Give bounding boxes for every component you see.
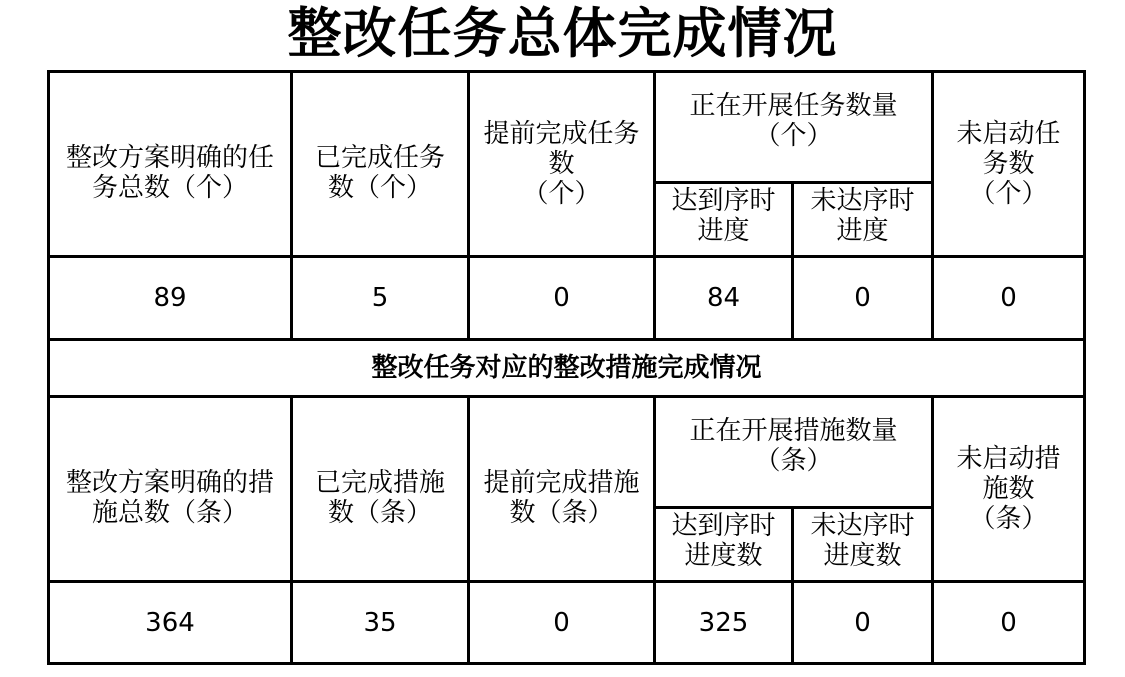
task-not-started-header: 未启动任 务数 （个） <box>933 72 1085 257</box>
page-title: 整改任务总体完成情况 <box>287 2 838 65</box>
task-early-header: 提前完成任务 数 （个） <box>469 72 655 257</box>
task-on-schedule-header: 达到序时 进度 <box>655 183 793 257</box>
measure-behind-schedule-header: 未达序时 进度数 <box>793 508 933 582</box>
completion-table <box>47 70 1086 665</box>
task-on-schedule-value: 84 <box>655 257 793 340</box>
task-ongoing-header: 正在开展任务数量 （个） <box>655 72 933 183</box>
measure-values-row <box>49 582 1085 664</box>
task-header-row <box>49 72 1085 183</box>
task-behind-schedule-header: 未达序时 进度 <box>793 183 933 257</box>
measure-not-started-value: 0 <box>933 582 1085 664</box>
measure-on-schedule-value: 325 <box>655 582 793 664</box>
task-total-value: 89 <box>49 257 292 340</box>
task-total-header: 整改方案明确的任 务总数（个） <box>49 72 292 257</box>
measure-on-schedule-header: 达到序时 进度数 <box>655 508 793 582</box>
measure-early-header: 提前完成措施 数（条） <box>469 397 655 582</box>
measure-header-row <box>49 397 1085 508</box>
task-values-row <box>49 257 1085 340</box>
measure-ongoing-header: 正在开展措施数量 （条） <box>655 397 933 508</box>
measure-total-value: 364 <box>49 582 292 664</box>
measure-completed-value: 35 <box>292 582 469 664</box>
section-row <box>49 340 1085 397</box>
measure-behind-schedule-value: 0 <box>793 582 933 664</box>
measure-early-value: 0 <box>469 582 655 664</box>
task-completed-header: 已完成任务 数（个） <box>292 72 469 257</box>
measure-not-started-header: 未启动措 施数 （条） <box>933 397 1085 582</box>
task-completed-value: 5 <box>292 257 469 340</box>
measure-completed-header: 已完成措施 数（条） <box>292 397 469 582</box>
measure-total-header: 整改方案明确的措 施总数（条） <box>49 397 292 582</box>
task-early-value: 0 <box>469 257 655 340</box>
section-title: 整改任务对应的整改措施完成情况 <box>49 340 1085 397</box>
task-not-started-value: 0 <box>933 257 1085 340</box>
task-behind-schedule-value: 0 <box>793 257 933 340</box>
